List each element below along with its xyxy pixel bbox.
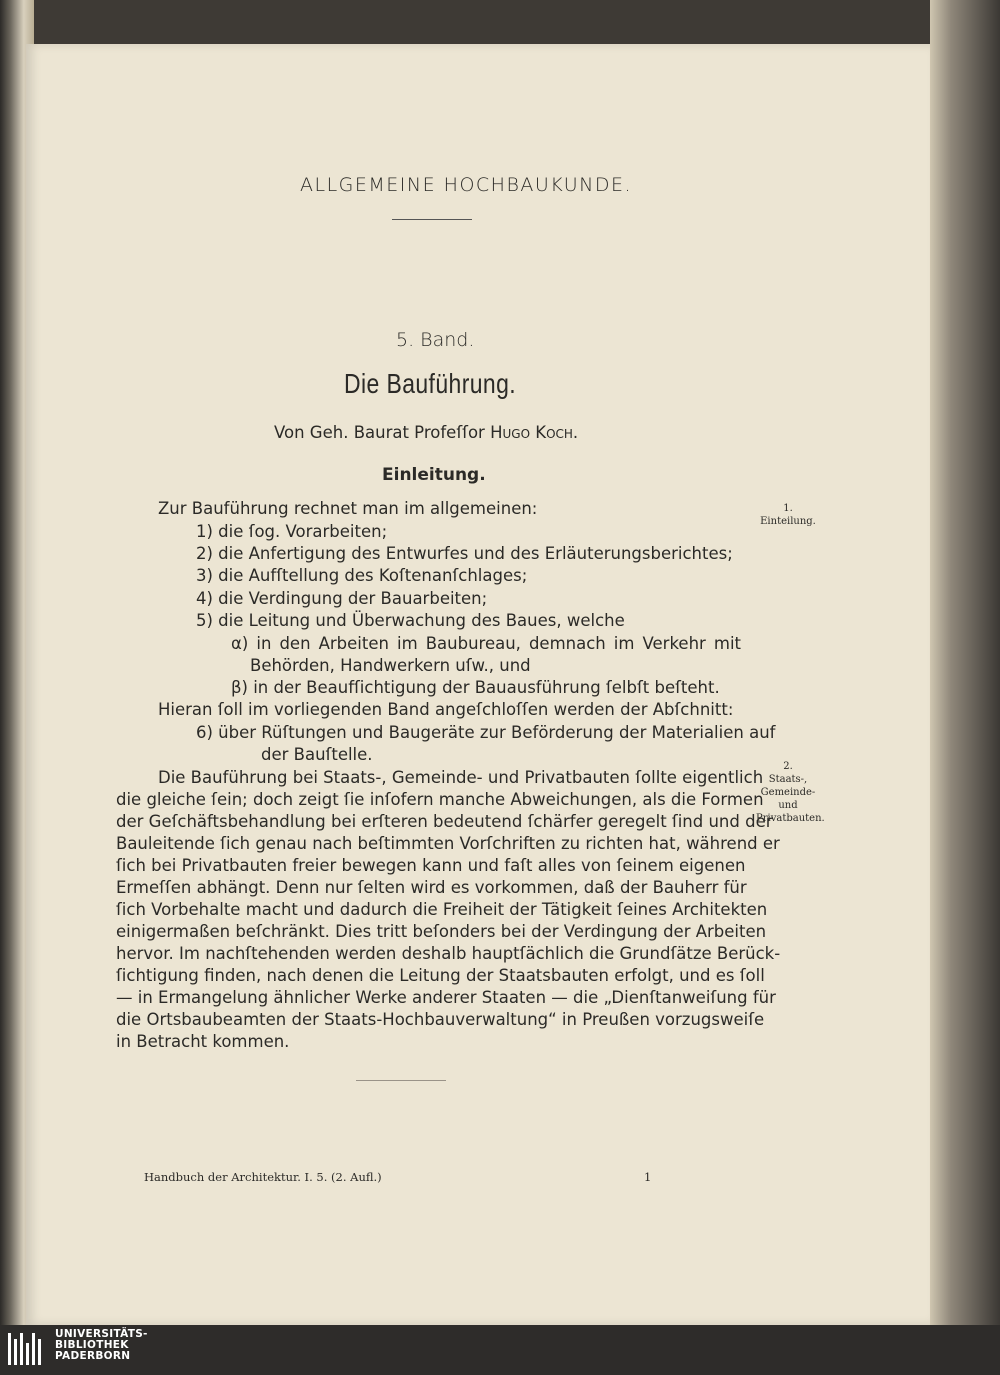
list-item: 6) über Rüſtungen und Baugeräte zur Beförderung der Materialien auf (196, 723, 776, 742)
paragraph-line: der Geſchäftsbehandlung bei erſteren bedeutend ſchärfer geregelt ſind und der (116, 812, 773, 831)
footer-citation: Handbuch der Architektur. I. 5. (2. Aufl.) (144, 1170, 382, 1184)
list-item: 2) die Anfertigung des Entwurfes und des Erläuterungsberichtes; (196, 544, 733, 563)
library-name-line: BIBLIOTHEK (55, 1339, 129, 1351)
list-item: 3) die Aufſtellung des Koſtenanſchlages; (196, 566, 528, 585)
paragraph-line: einigermaßen beſchränkt. Dies tritt beſonders bei der Verdingung der Arbeiten (116, 922, 767, 941)
text-line: Hieran ſoll im vorliegenden Band angeſchloſſen werden der Abſchnitt: (158, 700, 734, 719)
library-name-line: PADERBORN (55, 1350, 131, 1362)
volume-label: 5. Band. (396, 329, 475, 351)
paragraph-line: — in Ermangelung ähnlicher Werke anderer Staaten — die „Dienſtanweiſung für (116, 988, 776, 1007)
list-item: 1) die ſog. Vorarbeiten; (196, 522, 388, 541)
list-item: 4) die Verdingung der Bauarbeiten; (196, 589, 488, 608)
sub-list-item-continuation: Behörden, Handwerkern uſw., und (250, 656, 531, 675)
divider-rule (356, 1080, 446, 1081)
sub-list-item: α) in den Arbeiten im Baubureau, demnach im Verkehr mit (231, 634, 741, 653)
paragraph-line: ſichtigung finden, nach denen die Leitung der Staatsbauten erfolgt, und es ſoll (116, 966, 765, 985)
margin-note-text: Staats-, Gemeinde- und Privatbauten. (756, 774, 825, 824)
paragraph-line: Ermeſſen abhängt. Denn nur ſelten wird es vorkommen, daß der Bauherr für (116, 878, 747, 897)
author-byline (274, 423, 578, 442)
divider-rule (392, 219, 472, 220)
author-name: Hugo Koch. (490, 423, 579, 442)
paragraph-line: Bauleitende ſich genau nach beſtimmten Vorſchriften zu richten hat, während er (116, 834, 780, 853)
book-right-edge (930, 0, 1000, 1325)
paragraph-line: ſich Vorbehalte macht und dadurch die Freiheit der Tätigkeit ſeines Architekten (116, 900, 768, 919)
library-name (55, 1329, 148, 1362)
byline-prefix: Von Geh. Baurat Profeſſor (274, 423, 485, 442)
margin-note-text: Einteilung. (760, 516, 816, 527)
margin-note-number: 2. (783, 761, 793, 772)
paragraph-line: ſich bei Privatbauten freier bewegen kann und faſt alles von ſeinem eigenen (116, 856, 746, 875)
text-line: Zur Bauführung rechnet man im allgemeinen: (158, 499, 538, 518)
library-logo-icon (6, 1331, 50, 1367)
book-page (26, 44, 930, 1325)
library-name-line: UNIVERSITÄTS- (55, 1328, 148, 1340)
list-item-continuation: der Bauſtelle. (261, 745, 373, 764)
page-title: Die Bauführung. (344, 368, 517, 399)
section-heading: Einleitung. (382, 465, 486, 485)
library-footer-bar (0, 1325, 1000, 1375)
margin-note-number: 1. (783, 503, 793, 514)
sub-list-item: β) in der Beaufſichtigung der Bauausführung ſelbſt beſteht. (231, 678, 720, 697)
paragraph-line: die gleiche ſein; doch zeigt ſie inſofern manche Abweichungen, als die Formen (116, 790, 764, 809)
margin-note (748, 502, 828, 528)
paragraph-line: die Ortsbaubeamten der Staats-Hochbauverwaltung“ in Preußen vorzugsweiſe (116, 1010, 765, 1029)
page-number: 1 (644, 1170, 652, 1184)
paragraph-line: hervor. Im nachſtehenden werden deshalb hauptſächlich die Grundſätze Berück- (116, 944, 781, 963)
running-head: ALLGEMEINE HOCHBAUKUNDE. (300, 174, 633, 196)
paragraph-line: in Betracht kommen. (116, 1032, 290, 1051)
paragraph-line: Die Bauführung bei Staats-, Gemeinde- und Privatbauten ſollte eigentlich (158, 768, 764, 787)
list-item: 5) die Leitung und Überwachung des Baues, welche (196, 611, 625, 630)
margin-note (748, 760, 828, 825)
